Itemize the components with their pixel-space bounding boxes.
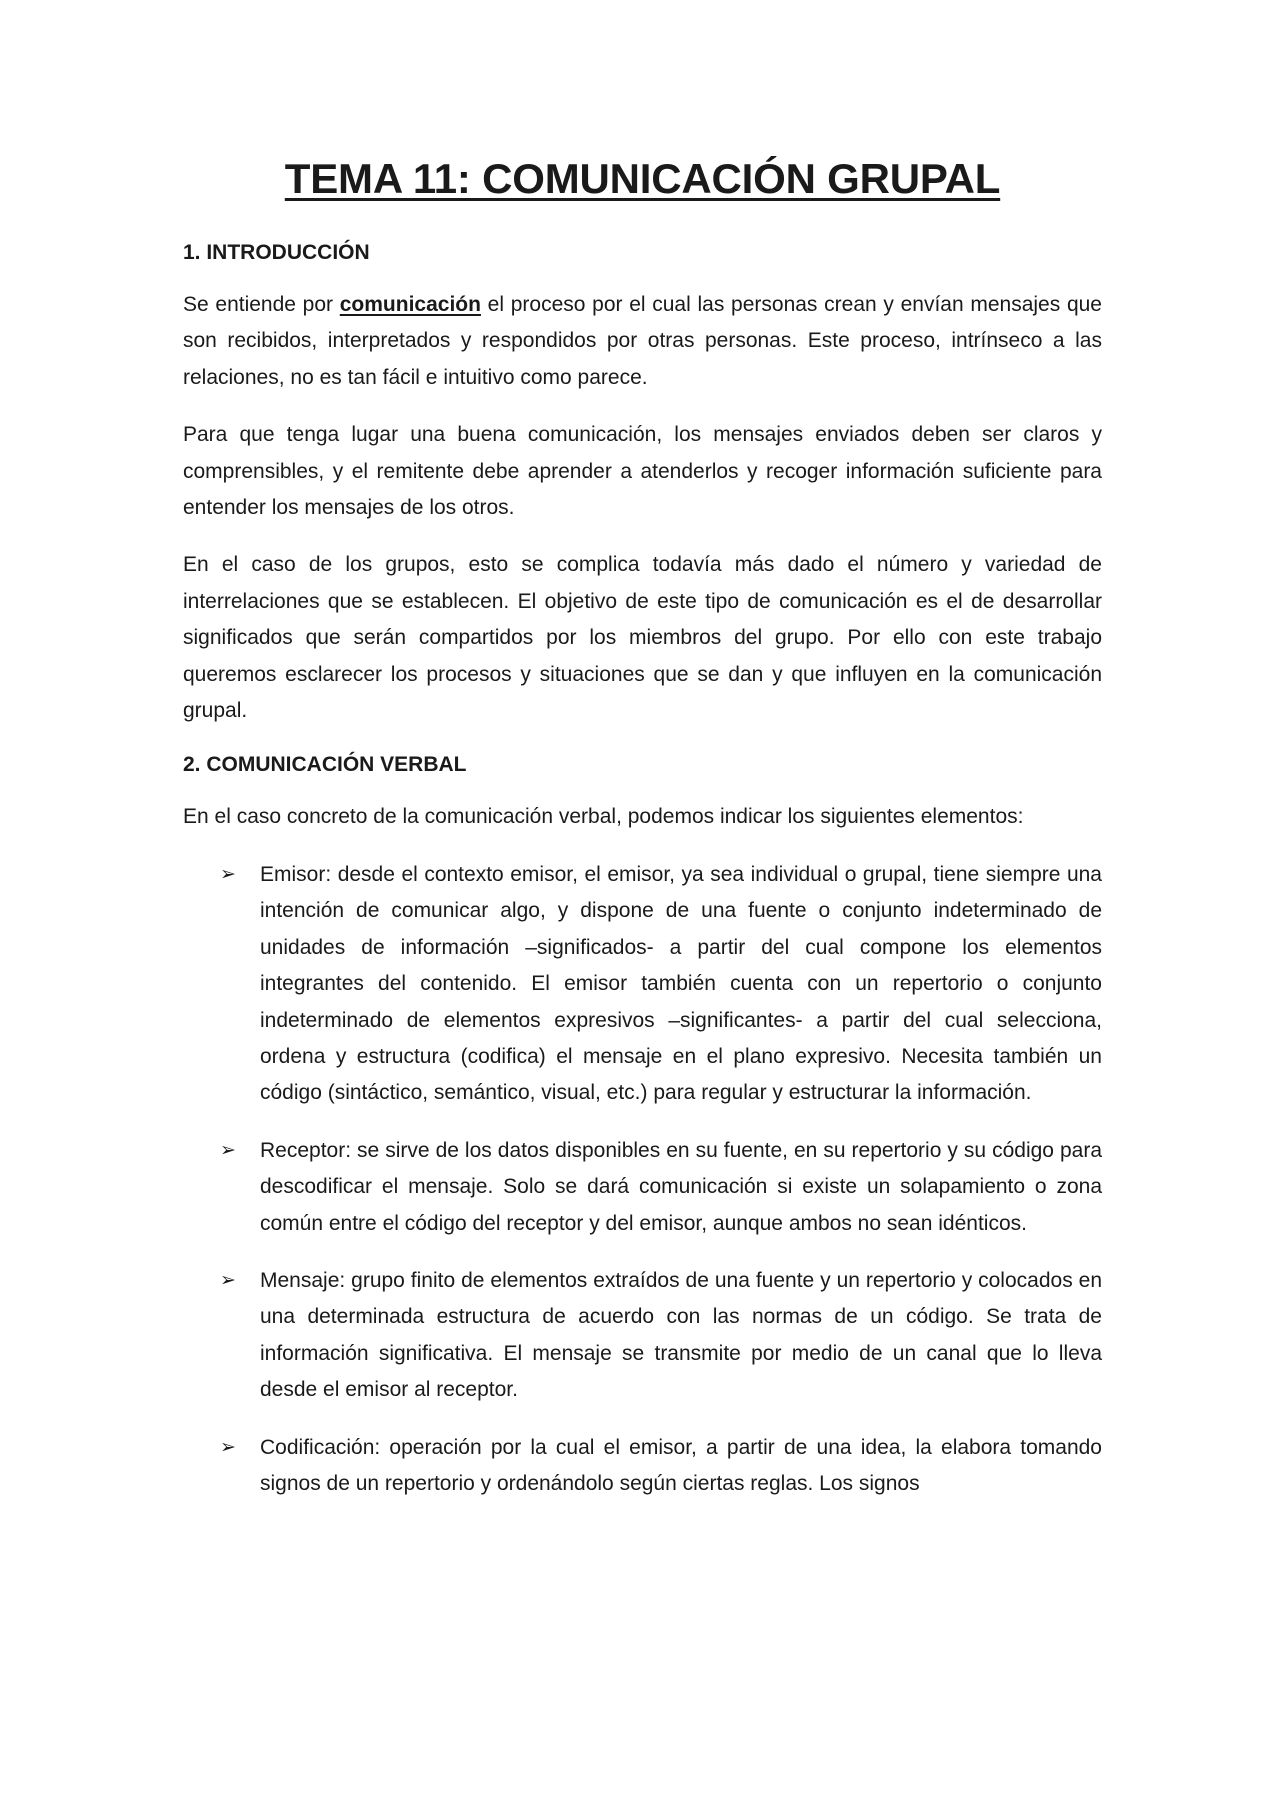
term-comunicacion: comunicación [339, 293, 481, 316]
document-page [183, 150, 1102, 1523]
list-item-codificacion [220, 1430, 1102, 1503]
paragraph-groups: En el caso de los grupos, esto se complica todavía más dado el número y variedad de interrelaciones que se establecen. El objetivo de este tipo de comunicación es el de desarrollar significados que serán compartidos por los miembros del grupo. Por ello con este trabajo queremos esclarecer los procesos y situaciones que se dan y que influyen en la comunicación grupal. [183, 553, 1102, 723]
paragraph-definition-rest: el proceso por el cual las personas crean y envían mensajes que son recibidos, interpretados y respondidos por otras personas. Este proceso, intrínseco a las relaciones, no es tan fácil e intuitivo como parece. [183, 293, 1102, 389]
list-item-receptor [220, 1133, 1102, 1242]
section-heading-comunicacion-verbal: 2. COMUNICACIÓN VERBAL [183, 753, 467, 777]
list-item-text: Mensaje: grupo finito de elementos extraídos de una fuente y un repertorio y colocados en una determinada estructura de acuerdo con las normas de un código. Se trata de información significativa. El mensaje se transmite por medio de un canal que lo lleva desde el emisor al receptor. [260, 1268, 1102, 1402]
list-item-text: Emisor: desde el contexto emisor, el emisor, ya sea individual o grupal, tiene siempre una intención de comunicar algo, y dispone de una fuente o conjunto indeterminado de unidades de información –significados- a partir del cual compone los elementos integrantes del contenido. El emisor también cuenta con un repertorio o conjunto indeterminado de elementos expresivos –significantes- a partir del cual selecciona, ordena y estructura (codifica) el mensaje en el plano expresivo. Necesita también un código (sintáctico, semántico, visual, etc.) para regular y estructurar la información. [260, 862, 1102, 1105]
list-item-text: Receptor: se sirve de los datos disponibles en su fuente, en su repertorio y su código para descodificar el mensaje. Solo se dará comunicación si existe un solapamiento o zona común entre el código del receptor y del emisor, aunque ambos no sean idénticos. [260, 1138, 1102, 1235]
section-heading-introduccion: 1. INTRODUCCIÓN [183, 241, 370, 264]
list-item-text: Codificación: operación por la cual el emisor, a partir de una idea, la elabora tomando signos de un repertorio y ordenándolo según ciertas reglas. Los signos [260, 1435, 1102, 1495]
verbal-elements-list [183, 857, 1102, 1503]
paragraph-definition [183, 287, 1102, 396]
arrowhead-bullet-icon: ➢ [220, 1269, 236, 1291]
list-item-emisor [220, 857, 1102, 1112]
paragraph-verbal-intro: En el caso concreto de la comunicación verbal, podemos indicar los siguientes elementos: [183, 805, 1024, 829]
document-title: TEMA 11: COMUNICACIÓN GRUPAL [284, 155, 1001, 202]
arrowhead-bullet-icon: ➢ [220, 863, 236, 885]
arrowhead-bullet-icon: ➢ [220, 1139, 236, 1161]
list-item-mensaje [220, 1263, 1102, 1409]
arrowhead-bullet-icon: ➢ [220, 1436, 236, 1458]
paragraph-definition-lead: Se entiende por [183, 293, 340, 316]
paragraph-good-communication: Para que tenga lugar una buena comunicación, los mensajes enviados deben ser claros y comprensibles, y el remitente debe aprender a atenderlos y recoger información suficiente para entender los mensajes de los otros. [183, 423, 1102, 520]
